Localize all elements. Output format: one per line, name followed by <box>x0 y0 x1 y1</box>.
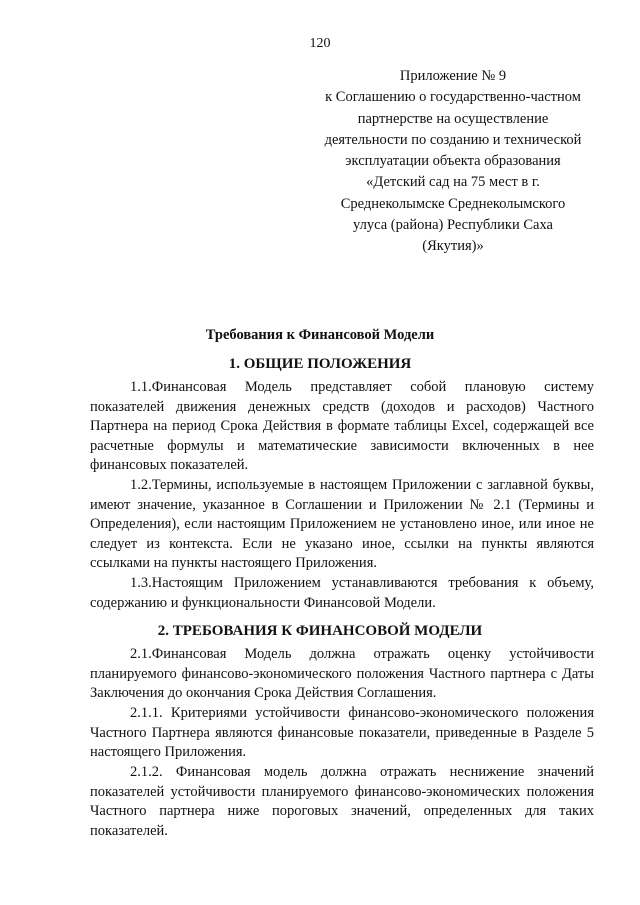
annex-header-line: «Детский сад на 75 мест в г. <box>366 174 540 191</box>
annex-header-line: партнерстве на осуществление <box>357 110 549 127</box>
page-number: 120 <box>309 36 331 51</box>
paragraph-1-2: 1.2.Термины, используемые в настоящем Приложении с заглавной буквы, имеют значение, указанное в Соглашении и Приложении № 2.1 (Термины и Определения), если настоящим Приложением не установлено иное, или иное не следует из контекста. Если не указано иное, ссылки на пункты являются ссылками на пункты настоящего Приложения. <box>90 477 594 572</box>
section-2-heading: 2. ТРЕБОВАНИЯ К ФИНАНСОВОЙ МОДЕЛИ <box>157 623 483 639</box>
annex-header-line: эксплуатации объекта образования <box>345 153 561 170</box>
annex-header-line: (Якутия)» <box>422 238 484 255</box>
annex-header-line: к Соглашению о государственно-частном <box>325 89 581 106</box>
annex-header <box>312 66 594 258</box>
paragraph-2-1: 2.1.Финансовая Модель должна отражать оценку устойчивости планируемого финансово-экономического положения Частного партнера с Даты Заключения до окончания Срока Действия Соглашения. <box>90 646 594 702</box>
paragraph-2-1-2: 2.1.2. Финансовая модель должна отражать неснижение значений показателей устойчивости планируемого финансово-экономических положения Частного партнера ниже пороговых значений, определенных для таких показателей. <box>90 764 594 839</box>
annex-header-line: деятельности по созданию и технической <box>324 131 582 148</box>
annex-header-line: улуса (района) Республики Саха <box>353 217 553 234</box>
annex-header-line: Приложение № 9 <box>399 68 507 84</box>
annex-header-line: Среднеколымске Среднеколымского <box>340 195 566 212</box>
document-title: Требования к Финансовой Модели <box>205 327 435 343</box>
section-1-heading: 1. ОБЩИЕ ПОЛОЖЕНИЯ <box>228 356 412 372</box>
paragraph-2-1-1: 2.1.1. Критериями устойчивости финансово-экономического положения Частного Партнера являются финансовые показатели, приведенные в Разделе 5 настоящего Приложения. <box>90 705 594 761</box>
paragraph-1-3: 1.3.Настоящим Приложением устанавливаются требования к объему, содержанию и функциональности Финансовой Модели. <box>90 575 594 611</box>
paragraph-1-1: 1.1.Финансовая Модель представляет собой плановую систему показателей движения денежных средств (доходов и расходов) Частного Партнера на период Срока Действия в формате таблицы Excel, содержащей все расчетные формулы и математические зависимости включенных в нее финансовых показателей. <box>90 379 594 474</box>
